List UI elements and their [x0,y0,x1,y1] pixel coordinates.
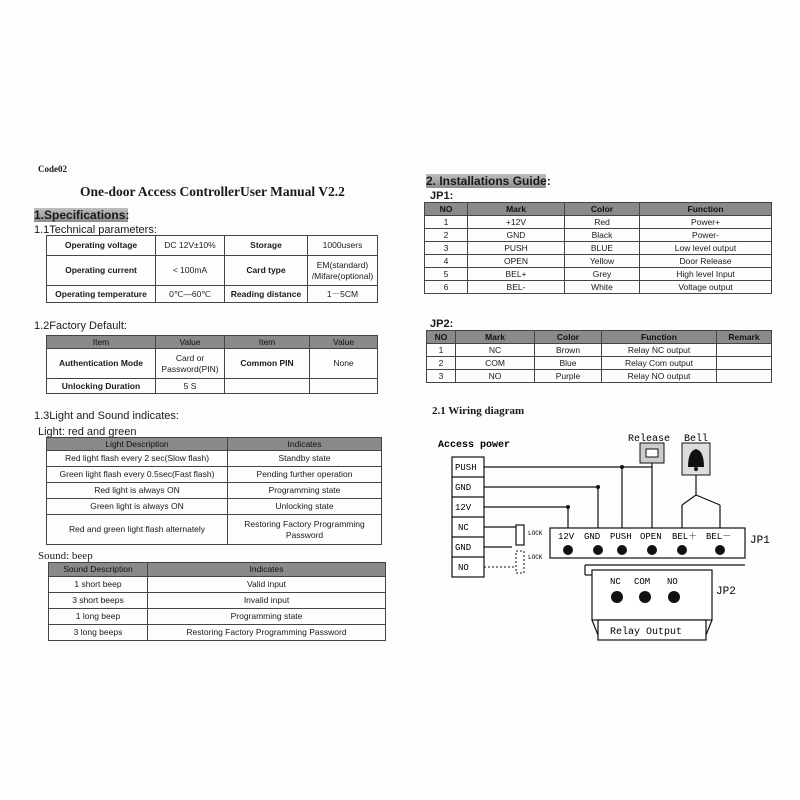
table-cell: None [310,349,378,379]
table-cell: OPEN [468,255,565,268]
table-cell: Restoring Factory Programming Password [148,625,386,641]
tech-params-table [46,235,378,303]
table-cell: 3 [425,242,468,255]
table-row [427,370,772,383]
table-row [425,242,772,255]
table-header: Mark [456,331,535,344]
table-header: Indicates [228,438,382,451]
table-cell: NC [456,344,535,357]
jp2-pin-nc: NC [610,577,621,587]
manual-title: One-door Access ControllerUser Manual V2.2 [80,184,345,199]
table-cell: 2 [425,229,468,242]
jp1-pin-open: OPEN [640,532,662,542]
auth-mode-line-2: Password(PIN) [161,363,219,374]
table-cell: DC 12V±10% [156,236,225,256]
table-cell: PUSH [468,242,565,255]
table-row [425,255,772,268]
terminal-gnd-2: GND [455,543,472,553]
jp2-table [426,330,772,383]
table-cell: Green light is always ON [47,499,228,515]
table-cell [156,349,225,379]
table-row [427,344,772,357]
table-row [47,499,382,515]
table-header: Function [640,203,772,216]
table-cell: < 100mA [156,256,225,286]
table-row [47,467,382,483]
table-header: Sound Description [49,563,148,577]
table-row [47,236,378,256]
lock-label-1: LOCK [528,530,543,537]
table-header: NO [427,331,456,344]
table-cell: Power+ [640,216,772,229]
table-cell: Unlocking state [228,499,382,515]
jp1-label: JP1: [430,190,454,202]
table-cell: 1 [427,344,456,357]
table-cell: 1 short beep [49,577,148,593]
table-cell: Black [565,229,640,242]
jp1-table [424,202,772,294]
table-cell: 1－5CM [308,286,378,303]
terminal-no: NO [458,563,469,573]
table-cell [228,515,382,545]
sound-table [48,562,386,641]
restore-line-1: Restoring Factory Programming [244,519,365,530]
table-cell: 4 [425,255,468,268]
table-row [47,286,378,303]
light-table [46,437,382,545]
table-cell: BLUE [565,242,640,255]
table-cell: Red light flash every 2 sec(Slow flash) [47,451,228,467]
table-cell: Card type [225,256,308,286]
table-cell: Programming state [148,609,386,625]
access-power-label: Access power [438,440,511,451]
table-row [47,451,382,467]
table-header: Item [47,336,156,349]
table-row [47,256,378,286]
table-cell [717,344,772,357]
jp1-pin-bel-plus: BEL＋ [672,532,698,542]
table-row [425,216,772,229]
auth-mode-line-1: Card or [175,353,205,364]
table-header: Value [310,336,378,349]
relay-output-label: Relay Output [610,627,683,638]
table-row [49,625,386,641]
light-subtitle: Light: red and green [38,426,137,438]
table-header-row [49,563,386,577]
table-cell: Storage [225,236,308,256]
table-header: Remark [717,331,772,344]
table-cell: COM [456,357,535,370]
table-cell: White [565,281,640,294]
table-cell: Relay NO output [602,370,717,383]
table-cell: 3 short beeps [49,593,148,609]
table-cell: Relay Com output [602,357,717,370]
jp1-diagram-label: JP1 [750,535,770,547]
terminal-gnd: GND [455,483,472,493]
table-row [425,268,772,281]
terminal-push: PUSH [455,463,477,473]
table-header-row [427,331,772,344]
table-row [49,593,386,609]
jp2-pin-no: NO [667,577,678,587]
table-cell [310,379,378,394]
table-cell [717,357,772,370]
table-header: NO [425,203,468,216]
table-header: Item [225,336,310,349]
table-cell: Pending further operation [228,467,382,483]
table-cell: Operating current [47,256,156,286]
wiring-heading: 2.1 Wiring diagram [432,405,525,417]
table-header: Function [602,331,717,344]
factory-default-label: 1.2Factory Default: [34,320,127,332]
jp1-pin-push: PUSH [610,532,632,542]
table-cell: BEL- [468,281,565,294]
table-header-row [47,438,382,451]
table-cell [308,256,378,286]
table-cell: 3 [427,370,456,383]
table-cell: High level Input [640,268,772,281]
table-row [49,577,386,593]
table-cell: Invalid input [148,593,386,609]
table-cell: Reading distance [225,286,308,303]
table-header: Color [535,331,602,344]
table-cell: Grey [565,268,640,281]
table-cell: 0℃—60℃ [156,286,225,303]
factory-default-table [46,335,378,394]
light-sound-label: 1.3Light and Sound indicates: [34,410,179,422]
table-cell: Standby state [228,451,382,467]
table-cell: Green light flash every 0.5sec(Fast flash) [47,467,228,483]
table-cell: Programming state [228,483,382,499]
table-cell: 6 [425,281,468,294]
table-header-row [425,203,772,216]
table-header-row [47,336,378,349]
table-cell: Red [565,216,640,229]
table-cell: Brown [535,344,602,357]
table-cell: 2 [427,357,456,370]
table-cell: Operating temperature [47,286,156,303]
table-header: Color [565,203,640,216]
table-cell: NO [456,370,535,383]
table-header: Mark [468,203,565,216]
table-header: Light Description [47,438,228,451]
table-cell: 1 [425,216,468,229]
table-cell: Blue [535,357,602,370]
table-cell: BEL+ [468,268,565,281]
document-code: Code02 [38,164,67,174]
lock-label-2: LOCK [528,554,543,561]
table-row [427,357,772,370]
table-row [425,281,772,294]
table-cell [717,370,772,383]
table-row [47,483,382,499]
table-cell: 1000users [308,236,378,256]
table-cell: GND [468,229,565,242]
sound-subtitle: Sound: beep [38,550,93,562]
table-cell: Red and green light flash alternately [47,515,228,545]
restore-line-2: Password [285,529,324,540]
card-type-line-2: /Mifare(optional) [311,270,374,281]
jp2-pin-com: COM [634,577,651,587]
wiring-diagram [420,425,790,665]
jp2-diagram-label: JP2 [716,586,736,598]
table-cell: Valid input [148,577,386,593]
table-row [47,515,382,545]
jp1-pin-bel-minus: BEL－ [706,532,732,542]
table-cell: Authentication Mode [47,349,156,379]
table-row [47,379,378,394]
jp1-pin-gnd: GND [584,532,601,542]
table-cell: Purple [535,370,602,383]
release-label: Release [628,434,671,445]
install-heading: 2. Installations Guide: [426,174,551,188]
table-cell: Voltage output [640,281,772,294]
table-cell: Common PIN [225,349,310,379]
table-cell [225,379,310,394]
table-header: Value [156,336,225,349]
table-cell: Operating voltage [47,236,156,256]
terminal-12v: 12V [455,503,472,513]
terminal-nc: NC [458,523,469,533]
bell-label: Bell [684,434,709,445]
table-cell: Door Release [640,255,772,268]
table-cell: Low level output [640,242,772,255]
jp1-pin-12v: 12V [558,532,575,542]
table-row [49,609,386,625]
table-cell: Red light is always ON [47,483,228,499]
table-cell: 1 long beep [49,609,148,625]
table-cell: 5 S [156,379,225,394]
tech-params-label: 1.1Technical parameters: [34,224,157,236]
table-cell: Yellow [565,255,640,268]
spec-heading: 1.Specifications: [34,208,130,222]
table-cell: Unlocking Duration [47,379,156,394]
table-cell: Relay NC output [602,344,717,357]
table-cell: 5 [425,268,468,281]
table-cell: Power- [640,229,772,242]
table-row [425,229,772,242]
jp2-label: JP2: [430,318,454,330]
table-row [47,349,378,379]
card-type-line-1: EM(standard) [316,260,369,271]
table-header: Indicates [148,563,386,577]
table-cell: 3 long beeps [49,625,148,641]
table-cell: +12V [468,216,565,229]
